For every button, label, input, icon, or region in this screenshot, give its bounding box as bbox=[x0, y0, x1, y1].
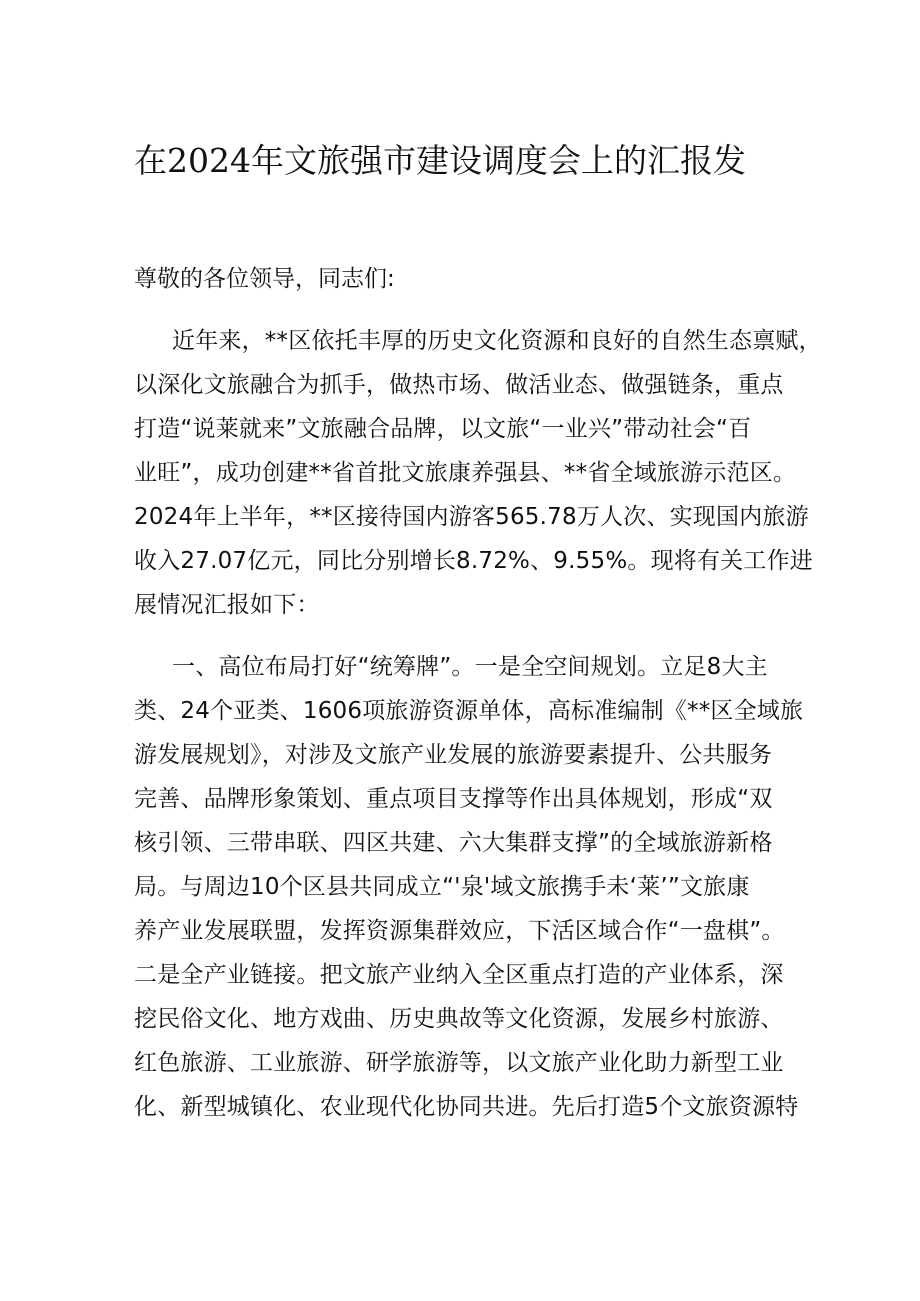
paragraph-2-line-4: 完善、品牌形象策划、重点项目支撑等作出具体规划，形成“双 bbox=[134, 786, 773, 812]
paragraph-1-line-7: 展情况汇报如下： bbox=[134, 592, 320, 618]
paragraph-2-line-6: 局。与周边10个区县共同成立“'泉'域文旅携手未‘莱’”文旅康 bbox=[134, 874, 750, 900]
paragraph-2-line-1: 一、高位布局打好“统筹牌”。一是全空间规划。立足8大主 bbox=[172, 654, 768, 680]
paragraph-1-line-4: 业旺”，成功创建**省首批文旅康养强县、**省全域旅游示范区。 bbox=[134, 460, 797, 486]
paragraph-2-line-10: 红色旅游、工业旅游、研学旅游等，以文旅产业化助力新型工业 bbox=[134, 1050, 784, 1076]
paragraph-2-line-3: 游发展规划》，对涉及文旅产业发展的旅游要素提升、公共服务 bbox=[134, 742, 773, 768]
salutation: 尊敬的各位领导，同志们: bbox=[134, 266, 395, 292]
paragraph-1-line-2: 以深化文旅融合为抓手，做热市场、做活业态、做强链条，重点 bbox=[134, 372, 784, 398]
paragraph-2-line-8: 二是全产业链接。把文旅产业纳入全区重点打造的产业体系，深 bbox=[134, 962, 784, 988]
paragraph-1-line-5: 2024年上半年，**区接待国内游客565.78万人次、实现国内旅游 bbox=[134, 504, 809, 530]
paragraph-1-line-3: 打造“说莱就来”文旅融合品牌，以文旅“一业兴”带动社会“百 bbox=[134, 416, 752, 442]
document-title: 在2024年文旅强市建设调度会上的汇报发 bbox=[134, 141, 746, 180]
paragraph-1-line-1: 近年来，**区依托丰厚的历史文化资源和良好的自然生态禀赋， bbox=[172, 328, 822, 354]
paragraph-2-line-7: 养产业发展联盟，发挥资源集群效应，下活区域合作“一盘棋”。 bbox=[134, 918, 785, 944]
paragraph-2-line-2: 类、24个亚类、1606项旅游资源单体，高标准编制《**区全域旅 bbox=[134, 698, 804, 724]
paragraph-2-line-5: 核引领、三带串联、四区共建、六大集群支撑”的全域旅游新格 bbox=[134, 830, 773, 856]
paragraph-2-line-9: 挖民俗文化、地方戏曲、历史典故等文化资源，发展乡村旅游、 bbox=[134, 1006, 784, 1032]
paragraph-1-line-6: 收入27.07亿元，同比分别增长8.72%、9.55%。现将有关工作进 bbox=[134, 548, 813, 574]
paragraph-2-line-11: 化、新型城镇化、农业现代化协同共进。先后打造5个文旅资源特 bbox=[134, 1094, 799, 1120]
